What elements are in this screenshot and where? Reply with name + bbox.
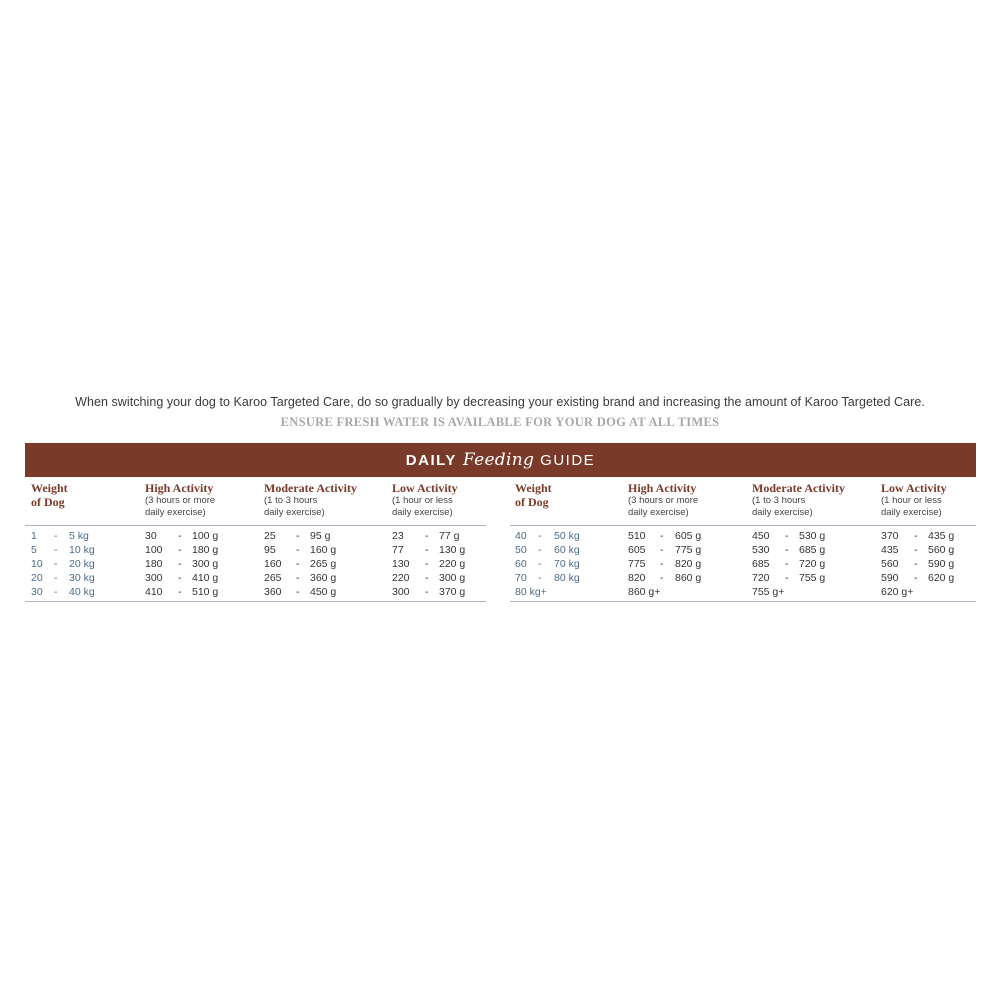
high-from: 820 (628, 572, 646, 584)
low-from: 300 (392, 586, 410, 598)
high-to: 510 g (192, 586, 219, 598)
moderate-from: 720 (752, 572, 770, 584)
range-dash: - (178, 544, 182, 556)
moderate-from: 530 (752, 544, 770, 556)
moderate-from: 360 (264, 586, 282, 598)
moderate-from: 450 (752, 530, 770, 542)
range-dash: - (54, 572, 58, 584)
table-row (510, 529, 976, 543)
header-high-activity (145, 481, 215, 519)
weight-from: 5 (31, 544, 37, 556)
range-dash: - (538, 558, 542, 570)
high-from: 775 (628, 558, 646, 570)
range-dash: - (178, 572, 182, 584)
header-moderate-title: Moderate Activity (752, 481, 845, 495)
range-dash: - (296, 558, 300, 570)
range-dash: - (914, 558, 918, 570)
high-to: 100 g (192, 530, 219, 542)
range-dash: - (54, 530, 58, 542)
table-row (510, 571, 976, 585)
high-to: 300 g (192, 558, 219, 570)
low-to: 300 g (439, 572, 466, 584)
header-low-sub2: daily exercise) (881, 507, 942, 518)
low-from: 560 (881, 558, 899, 570)
high-to: 820 g (675, 558, 702, 570)
table-header (510, 481, 976, 526)
header-low-activity (392, 481, 458, 519)
banner-word-feeding: Feeding (462, 450, 535, 470)
header-high-activity (628, 481, 698, 519)
moderate-to: 360 g (310, 572, 337, 584)
weight-from: 70 (515, 572, 527, 584)
moderate-from: 95 (264, 544, 276, 556)
header-low-sub2: daily exercise) (392, 507, 453, 518)
low-to: 560 g (928, 544, 955, 556)
range-dash: - (538, 530, 542, 542)
range-dash: - (296, 544, 300, 556)
range-dash: - (425, 558, 429, 570)
high-from: 300 (145, 572, 163, 584)
range-dash: - (538, 544, 542, 556)
high-to: 775 g (675, 544, 702, 556)
low-to: 590 g (928, 558, 955, 570)
header-high-title: High Activity (628, 481, 697, 495)
header-high-sub2: daily exercise) (145, 507, 206, 518)
range-dash: - (425, 530, 429, 542)
high-to: 180 g (192, 544, 219, 556)
header-high-sub1: (3 hours or more (628, 495, 699, 506)
feeding-table-left (25, 481, 486, 602)
range-dash: - (296, 586, 300, 598)
weight-to: 10 kg (69, 544, 95, 556)
range-dash: - (660, 558, 664, 570)
range-dash: - (178, 530, 182, 542)
weight-to: 70 kg (554, 558, 580, 570)
moderate-from: 755 g+ (752, 586, 785, 598)
range-dash: - (785, 558, 789, 570)
low-from: 370 (881, 530, 899, 542)
weight-to: 80 kg (554, 572, 580, 584)
header-moderate-sub1: (1 to 3 hours (752, 495, 806, 506)
table-row (25, 585, 486, 599)
table-body (25, 526, 486, 602)
low-to: 220 g (439, 558, 466, 570)
range-dash: - (914, 572, 918, 584)
banner-word-guide: GUIDE (540, 451, 596, 469)
low-from: 220 (392, 572, 410, 584)
weight-from: 1 (31, 530, 37, 542)
high-to: 860 g (675, 572, 702, 584)
header-moderate-activity (264, 481, 357, 519)
feeding-table-right (510, 481, 976, 602)
range-dash: - (425, 586, 429, 598)
weight-to: 50 kg (554, 530, 580, 542)
header-low-title: Low Activity (881, 481, 947, 495)
range-dash: - (538, 572, 542, 584)
banner-word-daily: DAILY (405, 451, 457, 469)
header-low-title: Low Activity (392, 481, 458, 495)
table-row (510, 543, 976, 557)
low-to: 435 g (928, 530, 955, 542)
header-weight-line2: of Dog (31, 495, 65, 509)
high-from: 510 (628, 530, 646, 542)
moderate-from: 160 (264, 558, 282, 570)
high-from: 605 (628, 544, 646, 556)
moderate-to: 755 g (799, 572, 826, 584)
header-weight (31, 481, 68, 509)
weight-to: 5 kg (69, 530, 89, 542)
weight-from: 20 (31, 572, 43, 584)
high-to: 605 g (675, 530, 702, 542)
range-dash: - (296, 530, 300, 542)
weight-from: 80 kg+ (515, 586, 547, 598)
range-dash: - (660, 572, 664, 584)
high-from: 410 (145, 586, 163, 598)
high-from: 30 (145, 530, 157, 542)
moderate-to: 450 g (310, 586, 337, 598)
moderate-to: 685 g (799, 544, 826, 556)
table-row (25, 543, 486, 557)
weight-from: 50 (515, 544, 527, 556)
low-to: 130 g (439, 544, 466, 556)
high-to: 410 g (192, 572, 219, 584)
range-dash: - (54, 558, 58, 570)
header-weight-line1: Weight (31, 481, 68, 495)
water-warning: ENSURE FRESH WATER IS AVAILABLE FOR YOUR DOG AT ALL TIMES (280, 415, 720, 429)
header-weight-line2: of Dog (515, 495, 549, 509)
range-dash: - (660, 530, 664, 542)
range-dash: - (914, 544, 918, 556)
moderate-from: 265 (264, 572, 282, 584)
weight-from: 40 (515, 530, 527, 542)
header-weight (515, 481, 552, 509)
low-from: 435 (881, 544, 899, 556)
table-row (25, 557, 486, 571)
table-body (510, 526, 976, 602)
header-moderate-title: Moderate Activity (264, 481, 357, 495)
table-row (25, 529, 486, 543)
range-dash: - (660, 544, 664, 556)
low-from: 130 (392, 558, 410, 570)
weight-to: 20 kg (69, 558, 95, 570)
header-moderate-sub1: (1 to 3 hours (264, 495, 318, 506)
low-from: 23 (392, 530, 404, 542)
range-dash: - (296, 572, 300, 584)
low-from: 620 g+ (881, 586, 914, 598)
range-dash: - (178, 586, 182, 598)
range-dash: - (54, 544, 58, 556)
high-from: 860 g+ (628, 586, 661, 598)
table-header (25, 481, 486, 526)
table-row (510, 585, 976, 599)
header-high-sub2: daily exercise) (628, 507, 689, 518)
feeding-guide-banner (25, 443, 976, 477)
header-low-sub1: (1 hour or less (392, 495, 453, 506)
low-from: 77 (392, 544, 404, 556)
range-dash: - (425, 572, 429, 584)
high-from: 100 (145, 544, 163, 556)
moderate-to: 95 g (310, 530, 331, 542)
weight-from: 10 (31, 558, 43, 570)
table-row (25, 571, 486, 585)
header-high-sub1: (3 hours or more (145, 495, 216, 506)
weight-from: 30 (31, 586, 43, 598)
moderate-from: 25 (264, 530, 276, 542)
header-moderate-sub2: daily exercise) (264, 507, 325, 518)
moderate-from: 685 (752, 558, 770, 570)
header-low-sub1: (1 hour or less (881, 495, 942, 506)
range-dash: - (914, 530, 918, 542)
header-weight-line1: Weight (515, 481, 552, 495)
moderate-to: 160 g (310, 544, 337, 556)
range-dash: - (425, 544, 429, 556)
table-row (510, 557, 976, 571)
weight-to: 40 kg (69, 586, 95, 598)
header-low-activity (881, 481, 947, 519)
range-dash: - (178, 558, 182, 570)
range-dash: - (785, 544, 789, 556)
low-from: 590 (881, 572, 899, 584)
weight-to: 30 kg (69, 572, 95, 584)
range-dash: - (785, 572, 789, 584)
weight-to: 60 kg (554, 544, 580, 556)
moderate-to: 720 g (799, 558, 826, 570)
range-dash: - (785, 530, 789, 542)
range-dash: - (54, 586, 58, 598)
header-high-title: High Activity (145, 481, 214, 495)
weight-from: 60 (515, 558, 527, 570)
intro-text: When switching your dog to Karoo Targeted Care, do so gradually by decreasing your existing brand and increasing the amount of Karoo Targeted Care. (75, 395, 925, 409)
header-moderate-activity (752, 481, 845, 519)
low-to: 620 g (928, 572, 955, 584)
header-moderate-sub2: daily exercise) (752, 507, 813, 518)
moderate-to: 530 g (799, 530, 826, 542)
low-to: 77 g (439, 530, 460, 542)
low-to: 370 g (439, 586, 466, 598)
moderate-to: 265 g (310, 558, 337, 570)
high-from: 180 (145, 558, 163, 570)
